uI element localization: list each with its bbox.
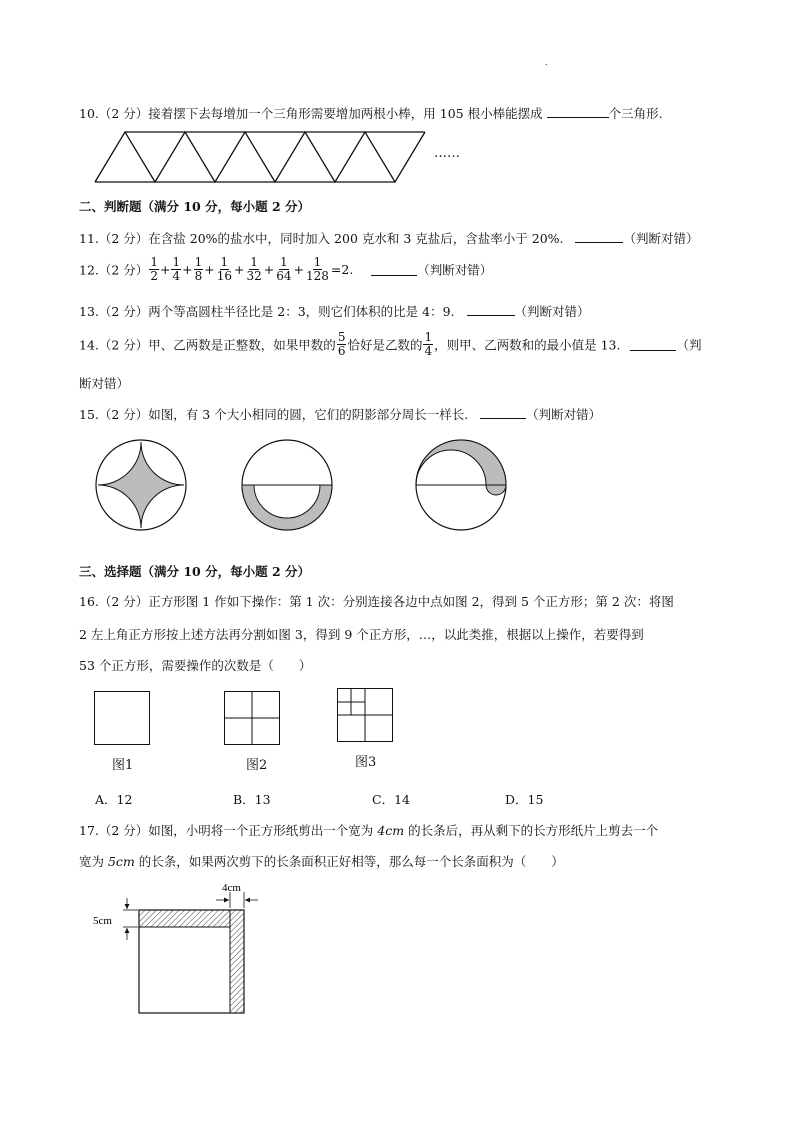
q12-judge: （判断对错） xyxy=(417,262,493,278)
q10-text-after: 个三角形. xyxy=(608,106,663,121)
q12-prefix: 12.（2 分） xyxy=(79,262,149,278)
square-figure-1 xyxy=(94,691,150,745)
q16-option-a[interactable]: A．12 xyxy=(95,792,133,807)
top-strip-5cm xyxy=(139,910,230,927)
q13-judge: （判断对错） xyxy=(514,304,590,319)
square-figure-3 xyxy=(337,688,393,742)
circle-figure-2 xyxy=(240,438,334,532)
q12-fraction: $\frac{1}{32}$ xyxy=(246,255,262,283)
fig-label-3: 图3 xyxy=(355,755,377,770)
q17-line-1 xyxy=(79,821,658,839)
q10-answer-blank[interactable] xyxy=(547,105,609,118)
q14-text-1: 14.（2 分）甲、乙两数是正整数，如果甲数的 xyxy=(79,337,336,353)
section-2-title: 二、判断题（满分 10 分，每小题 2 分） xyxy=(79,199,311,214)
q12-fraction: $\frac{1}{16}$ xyxy=(216,255,232,283)
q16-line-3: 53 个正方形，需要操作的次数是（ ） xyxy=(79,658,312,673)
q14-text-3: ，则甲、乙两数和的最小值是 13. xyxy=(434,337,621,353)
q13-answer-blank[interactable] xyxy=(467,303,515,316)
paper-cut-figure xyxy=(90,880,270,1020)
label-5cm: 5cm xyxy=(93,915,112,927)
q17-text-2b: 的长条，如果两次剪下的长条面积正好相等，那么每一个长条面积为（ ） xyxy=(134,854,564,869)
q11-text: 11.（2 分）在含盐 20%的盐水中，同时加入 200 克水和 3 克盐后，含盐率小于 20%. xyxy=(79,231,564,246)
question-13 xyxy=(79,302,590,320)
label-4cm: 4cm xyxy=(222,882,241,894)
q16-line-1: 16.（2 分）正方形图 1 作如下操作：第 1 次：分别连接各边中点如图 2，得到 5 个正方形；第 2 次：将图 xyxy=(79,594,674,609)
q17-text-1b: 的长条后，再从剩下的长方形纸片上剪去一个 xyxy=(404,823,659,838)
q17-unit-4cm: 4cm xyxy=(377,823,405,838)
triangle-sticks-figure xyxy=(95,130,435,185)
question-10 xyxy=(79,104,663,122)
q13-text: 13.（2 分）两个等高圆柱半径比是 2：3，则它们体积的比是 4：9. xyxy=(79,304,455,319)
plus-sign: + xyxy=(293,262,304,277)
right-strip-4cm xyxy=(230,910,244,1013)
q12-fraction: $\frac{1}{64}$ xyxy=(276,255,292,283)
plus-sign: + xyxy=(182,262,193,277)
fig-label-1: 图1 xyxy=(112,758,134,773)
q16-option-b[interactable]: B．13 xyxy=(233,792,271,807)
q12-answer-blank[interactable] xyxy=(371,263,417,276)
circle-figure-1 xyxy=(94,438,188,532)
question-11 xyxy=(79,229,699,247)
plus-sign: + xyxy=(233,262,245,277)
q12-fraction: $\frac{1}{8}$ xyxy=(194,255,203,283)
q15-answer-blank[interactable] xyxy=(480,406,526,419)
section-3-title: 三、选择题（满分 10 分，每小题 2 分） xyxy=(79,564,311,579)
plus-sign: + xyxy=(159,262,171,277)
q12-fraction: $\frac{1}{4}$ xyxy=(172,255,181,283)
q14-answer-blank[interactable] xyxy=(630,338,676,351)
q16-option-d[interactable]: D．15 xyxy=(505,792,544,807)
q16-option-c[interactable]: C．14 xyxy=(372,792,410,807)
q17-line-2 xyxy=(79,852,564,870)
q12-fraction: $\frac{1}{128}$ xyxy=(305,255,329,283)
q15-text: 15.（2 分）如图，有 3 个大小相同的圆，它们的阴影部分周长一样长. xyxy=(79,407,469,422)
q14-judge-b: 断对错） xyxy=(79,376,130,391)
q14-text-2: 恰好是乙数的 xyxy=(347,337,423,353)
q17-text-2a: 宽为 xyxy=(79,854,108,869)
triangle-row-zigzag xyxy=(95,132,425,182)
plus-sign: + xyxy=(204,262,215,277)
q10-ellipsis: …… xyxy=(434,146,460,161)
q17-unit-5cm: 5cm xyxy=(107,854,135,869)
square-figure-2 xyxy=(224,691,280,745)
q17-text-1a: 17.（2 分）如图，小明将一个正方形纸剪出一个宽为 xyxy=(79,823,378,838)
fig-label-2: 图2 xyxy=(246,758,268,773)
header-mark: . xyxy=(545,58,548,67)
q12-result: =2. xyxy=(330,262,354,277)
q11-answer-blank[interactable] xyxy=(575,230,623,243)
q11-judge: （判断对错） xyxy=(623,231,699,246)
plus-sign: + xyxy=(263,262,275,277)
q10-text: 10.（2 分）接着摆下去每增加一个三角形需要增加两根小棒，用 105 根小棒能摆成 xyxy=(79,106,547,121)
question-15 xyxy=(79,405,601,423)
q12-fraction: $\frac{1}{2}$ xyxy=(150,255,158,283)
q14-judge-a: （判 xyxy=(676,337,702,353)
q16-line-2: 2 左上角正方形按上述方法再分割如图 3，得到 9 个正方形，…，以此类推，根据以上操作，若要得到 xyxy=(79,627,644,642)
circle-figure-3 xyxy=(414,438,508,532)
question-12 xyxy=(79,256,492,283)
question-14 xyxy=(79,331,701,358)
q14-fraction-1-4: $\frac{1}{4}$ xyxy=(424,330,433,358)
q15-judge: （判断对错） xyxy=(526,407,602,422)
q14-fraction-5-6: $\frac{5}{6}$ xyxy=(337,330,346,358)
